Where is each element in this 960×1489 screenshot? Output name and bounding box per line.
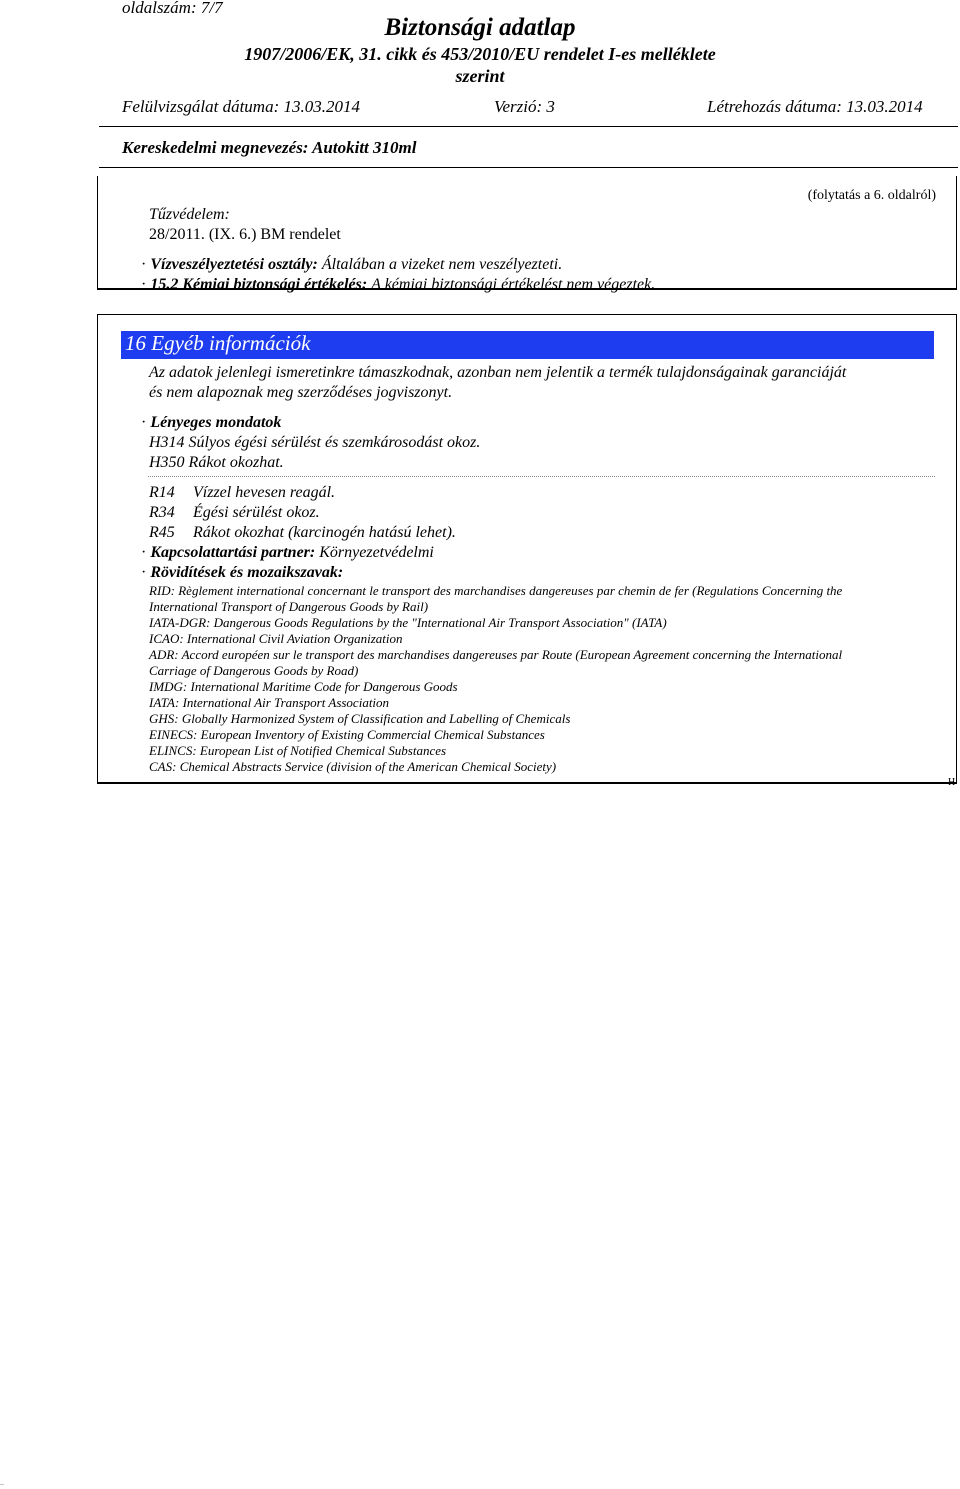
abbreviation-line: IATA: International Air Transport Association bbox=[149, 695, 390, 710]
abbreviation-line: EINECS: European Inventory of Existing Commercial Chemical Substances bbox=[149, 727, 545, 742]
abbreviation-line: ADR: Accord européen sur le transport des marchandises dangereuses par Route (European Agreement concerning the International bbox=[149, 647, 843, 662]
r-phrase-code: R14 bbox=[149, 484, 175, 501]
revision-date: Felülvizsgálat dátuma: 13.03.2014 bbox=[122, 97, 360, 116]
contact-partner-value: Környezetvédelmi bbox=[319, 544, 434, 561]
abbreviation-line: IATA-DGR: Dangerous Goods Regulations by the "International Air Transport Association" (IATA) bbox=[149, 615, 667, 630]
abbreviations-label: Rövidítések és mozaikszavak: bbox=[150, 564, 344, 581]
trade-name: Kereskedelmi megnevezés: Autokitt 310ml bbox=[122, 138, 417, 157]
abbreviation-line: ICAO: International Civil Aviation Organization bbox=[149, 631, 403, 646]
r-phrase-code: R34 bbox=[149, 504, 175, 521]
contact-partner-label: Kapcsolattartási partner: bbox=[150, 544, 316, 561]
section-title: 16 Egyéb információk bbox=[125, 331, 311, 355]
r-phrase-text: Rákot okozhat (karcinogén hatású lehet). bbox=[193, 524, 456, 541]
abbreviation-line: IMDG: International Maritime Code for Dangerous Goods bbox=[149, 679, 458, 694]
h-phrase: H350 Rákot okozhat. bbox=[149, 454, 284, 471]
abbreviation-line: RID: Règlement international concernant le transport des marchandises dangereuses par chemin de fer (Regulations Concerning the bbox=[149, 583, 843, 598]
abbreviation-line: International Transport of Dangerous Goods by Rail) bbox=[149, 599, 429, 614]
fire-protection-value: 28/2011. (IX. 6.) BM rendelet bbox=[149, 226, 341, 243]
document-subtitle-line1: 1907/2006/EK, 31. cikk és 453/2010/EU rendelet I-es melléklete bbox=[244, 44, 716, 64]
r-phrase-text: Égési sérülést okoz. bbox=[193, 504, 320, 521]
abbreviation-line: CAS: Chemical Abstracts Service (division of the American Chemical Society) bbox=[149, 759, 557, 774]
fire-protection-label: Tűzvédelem: bbox=[149, 206, 230, 223]
abbreviation-line: Carriage of Dangerous Goods by Road) bbox=[149, 663, 359, 678]
chemical-safety-line: · 15.2 Kémiai biztonsági értékelés: A kémiai biztonsági értékelést nem végeztek. bbox=[141, 276, 656, 293]
r-phrase-code: R45 bbox=[149, 524, 175, 541]
relevant-phrases-line: · Lényeges mondatok bbox=[141, 414, 282, 431]
continuation-note: (folytatás a 6. oldalról) bbox=[807, 188, 936, 203]
water-hazard-label: Vízveszélyeztetési osztály: bbox=[150, 256, 318, 273]
footer-mark: H bbox=[948, 777, 956, 788]
intro-line-1: Az adatok jelenlegi ismeretinkre támaszkodnak, azonban nem jelentik a termék tulajdonságainak garanciáját bbox=[149, 364, 847, 381]
header-rule bbox=[99, 126, 958, 127]
water-hazard-value: Általában a vizeket nem veszélyezteti. bbox=[321, 256, 563, 273]
corner-mark: .. bbox=[0, 1478, 4, 1487]
relevant-phrases-label: Lényeges mondatok bbox=[150, 414, 282, 431]
intro-line-2: és nem alapoznak meg szerződéses jogviszonyt. bbox=[149, 384, 453, 401]
document-title: Biztonsági adatlap bbox=[384, 14, 576, 41]
abbreviation-line: ELINCS: European List of Notified Chemical Substances bbox=[149, 743, 447, 758]
chemical-safety-value: A kémiai biztonsági értékelést nem végeztek. bbox=[371, 276, 656, 293]
r-phrase-text: Vízzel hevesen reagál. bbox=[193, 484, 336, 501]
chemical-safety-label: 15.2 Kémiai biztonsági értékelés: bbox=[150, 276, 368, 293]
abbreviation-line: GHS: Globally Harmonized System of Classification and Labelling of Chemicals bbox=[149, 711, 571, 726]
dotted-separator bbox=[148, 476, 935, 477]
h-phrase: H314 Súlyos égési sérülést és szemkárosodást okoz. bbox=[149, 434, 481, 451]
abbreviations-line: · Rövidítések és mozaikszavak: bbox=[141, 564, 344, 581]
document-subtitle-line2: szerint bbox=[455, 66, 505, 86]
trade-name-rule bbox=[99, 167, 958, 168]
version: Verzió: 3 bbox=[494, 97, 555, 116]
contact-partner-line: · Kapcsolattartási partner: Környezetvédelmi bbox=[141, 544, 434, 561]
water-hazard-line: · Vízveszélyeztetési osztály: Általában a vizeket nem veszélyezteti. bbox=[141, 256, 563, 273]
page-number: oldalszám: 7/7 bbox=[122, 0, 223, 17]
creation-date: Létrehozás dátuma: 13.03.2014 bbox=[707, 97, 923, 116]
